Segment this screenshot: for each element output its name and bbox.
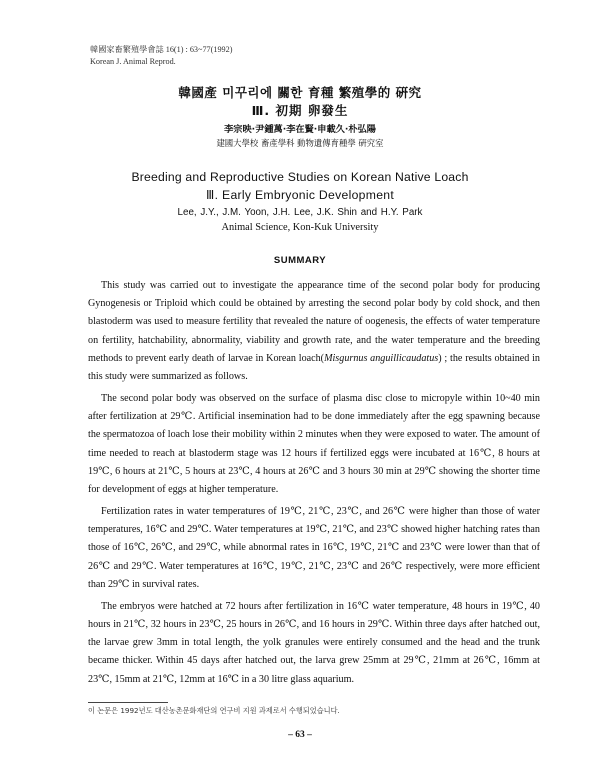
korean-subtitle: Ⅲ. 初期 卵發生 bbox=[251, 103, 349, 118]
summary-paragraph-4: The embryos were hatched at 72 hours after fertilization in 16℃ water temperature, 48 hours in 19℃, 40 hours in 21℃, 32 hours in 23℃, 25 hours in 26℃, and 16 hours in 29℃. Within three days after hatched out, the larvae grew 3mm in total length, the yolk granules were entirely consumed and the head and the trunk became thicker. Within 45 days after hatched out, the larva grew 25mm at 29℃, 21mm at 26℃, 16mm at 23℃, 15mm at 21℃, 12mm at 16℃ in a 30 litre glass aquarium. bbox=[88, 600, 540, 685]
summary-p1-text-end: ) ; the results obtained in this study were summarized as follows. bbox=[88, 352, 540, 383]
summary-paragraph-3: Fertilization rates in water temperatures of 19℃, 21℃, 23℃, and 26℃ were higher than those of water temperatures, 16℃ and 29℃. Water temperatures at 19℃, 21℃, and 23℃ showed higher hatching rates than those of 16℃, 26℃, and 29℃, while abnormal rates in 16℃, 19℃, 21℃ and 23℃ were lower than that of 26℃ and 29℃. Water temperatures at 16℃, 19℃, 21℃, 23℃ and 26℃ respectively, were more efficient than 29℃ in survival rates. bbox=[88, 506, 540, 590]
journal-header bbox=[90, 44, 232, 68]
species-name: Misgurnus anguillicaudatus bbox=[324, 352, 439, 364]
english-affiliation: Animal Science, Kon-Kuk University bbox=[221, 222, 379, 233]
journal-citation: 韓國家畜繁殖學會誌 16(1) : 63~77(1992) bbox=[90, 45, 233, 54]
summary-heading: SUMMARY bbox=[273, 255, 327, 266]
english-title: Breeding and Reproductive Studies on Korean Native Loach bbox=[131, 170, 469, 184]
footnote: 이 논문은 1992년도 대산농촌문화재단의 연구비 지원 과제로서 수행되었습니다. bbox=[88, 706, 340, 715]
summary-paragraph-2: The second polar body was observed on the surface of plasma disc close to micropyle within 10~40 min after fertilization at 29℃. Artificial insemination had to be done immediately after the egg spawning because the spermatozoa of loach lose their mobility within 2 minutes when they were exposed to water. The amount of time needed to reach at blastoderm stage was 12 hours if fertilized eggs were incubated at 16℃, 8 hours at 19℃, 6 hours at 21℃, 5 hours at 23℃, 4 hours at 26℃ and 3 hours 30 min at 29℃ showing the shorter time for development of eggs at higher temperature. bbox=[88, 393, 540, 496]
page-number: – 63 – bbox=[288, 730, 312, 740]
footnote-divider bbox=[88, 702, 168, 703]
summary-p1-text: This study was carried out to investigate the appearance time of the second polar body for producing Gynogenesis or Triploid which could be obtained by arresting the second polar body by cold shock, and then blastoderm was used to measure fertility that revealed the nature of oogenesis, the effects of water temperature on fertility, hatchability, abnormality, viability and growth rate, and the water temperature and the breeding methods to prevent early death of larvae in Korean loach( bbox=[88, 280, 540, 364]
english-authors: Lee, J.Y., J.M. Yoon, J.H. Lee, J.K. Shin and H.Y. Park bbox=[177, 207, 423, 218]
summary-body bbox=[88, 277, 540, 693]
korean-authors: 李宗映·尹鍾萬·李在賢·申載久·朴弘陽 bbox=[224, 124, 376, 135]
korean-affiliation: 建國大學校 畜產學科 動物遺傳育種學 硏究室 bbox=[216, 138, 384, 148]
journal-name: Korean J. Animal Reprod. bbox=[90, 57, 176, 66]
korean-title: 韓國產 미꾸리에 關한 育種 繁殖學的 硏究 bbox=[178, 85, 422, 100]
summary-paragraph-1 bbox=[88, 277, 540, 386]
english-subtitle: Ⅲ. Early Embryonic Development bbox=[205, 188, 395, 202]
